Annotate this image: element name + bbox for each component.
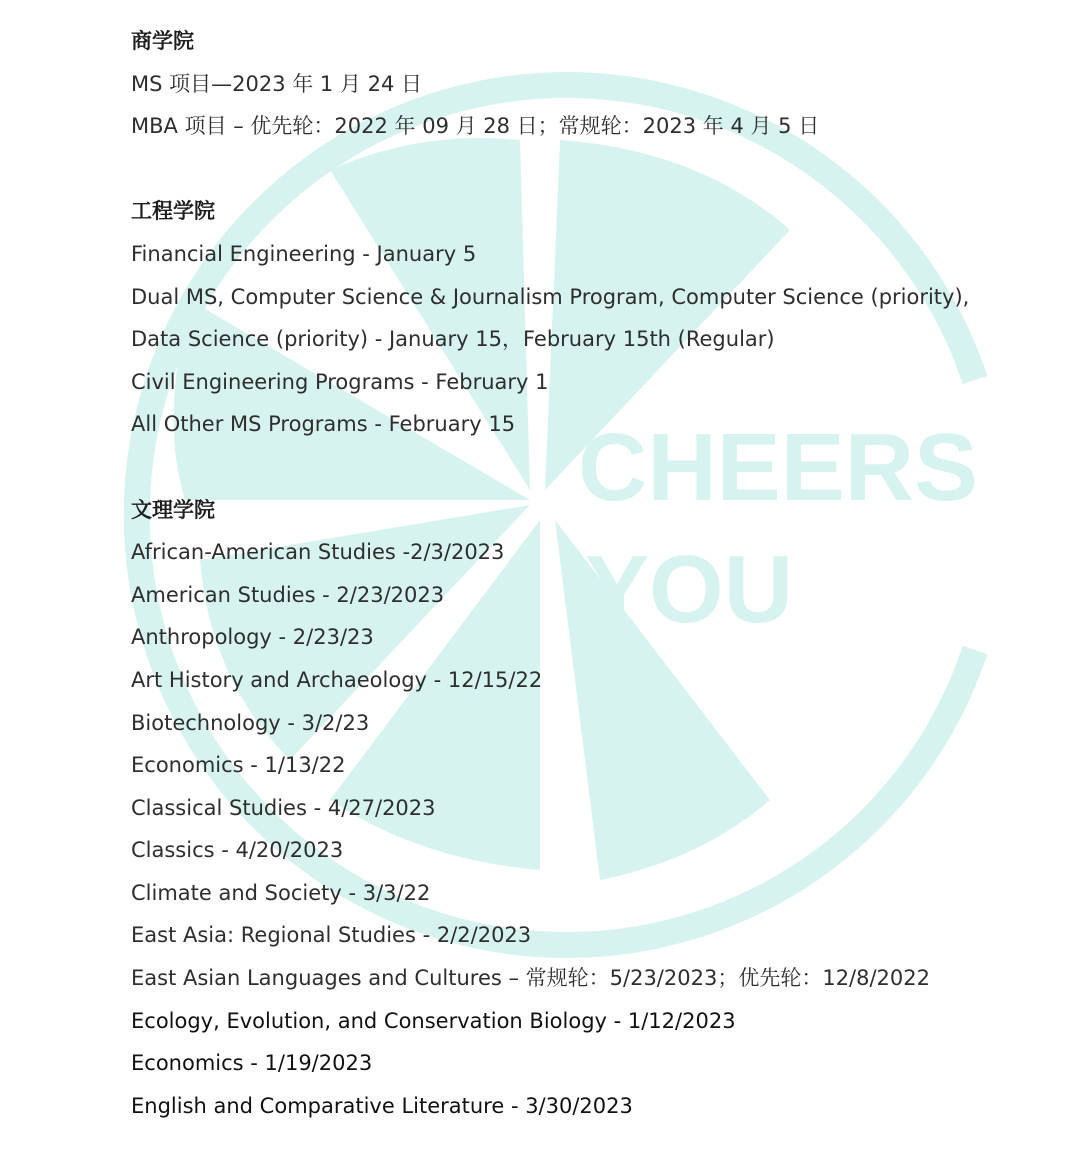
- list-item: Classics - 4/20/2023: [131, 838, 344, 863]
- section-title-arts-sciences-school: 文理学院: [131, 497, 215, 522]
- list-item: Biotechnology - 3/2/23: [131, 710, 370, 735]
- list-item: Classical Studies - 4/27/2023: [131, 795, 436, 820]
- section-spacer: [131, 148, 1031, 191]
- list-item: Climate and Society - 3/3/22: [131, 880, 431, 905]
- list-item: Anthropology - 2/23/23: [131, 625, 374, 650]
- list-item: American Studies - 2/23/2023: [131, 582, 445, 607]
- list-item: Ecology, Evolution, and Conservation Biology - 1/12/2023: [131, 1008, 736, 1033]
- list-item: East Asian Languages and Cultures – 常规轮：5/23/2023；优先轮：12/8/2022: [131, 966, 931, 991]
- list-item: Economics - 1/19/2023: [131, 1051, 373, 1076]
- list-item: Economics - 1/13/22: [131, 753, 346, 778]
- watermark-text-cheers: CHEERS: [578, 414, 979, 521]
- list-item: East Asia: Regional Studies - 2/2/2023: [131, 923, 532, 948]
- list-item: Dual MS, Computer Science & Journalism Program, Computer Science (priority),: [131, 284, 970, 309]
- deadline-document: [131, 20, 1031, 1127]
- list-item: African-American Studies -2/3/2023: [131, 540, 505, 565]
- section-spacer: [131, 446, 1031, 489]
- section-title-business-school: 商学院: [131, 29, 194, 53]
- watermark-text-you: YOU: [585, 536, 794, 643]
- list-item: Civil Engineering Programs - February 1: [131, 369, 549, 394]
- list-item: Financial Engineering - January 5: [131, 241, 477, 266]
- list-item: All Other MS Programs - February 15: [131, 412, 516, 437]
- list-item: English and Comparative Literature - 3/30/2023: [131, 1093, 633, 1118]
- list-item: MBA 项目 – 优先轮：2022 年 09 月 28 日；常规轮：2023 年 4 月 5 日: [131, 114, 820, 139]
- list-item: Data Science (priority) - January 15，February 15th (Regular): [131, 327, 775, 352]
- list-item: MS 项目—2023 年 1 月 24 日: [131, 71, 423, 96]
- list-item: Art History and Archaeology - 12/15/22: [131, 667, 543, 692]
- section-title-engineering-school: 工程学院: [131, 199, 215, 224]
